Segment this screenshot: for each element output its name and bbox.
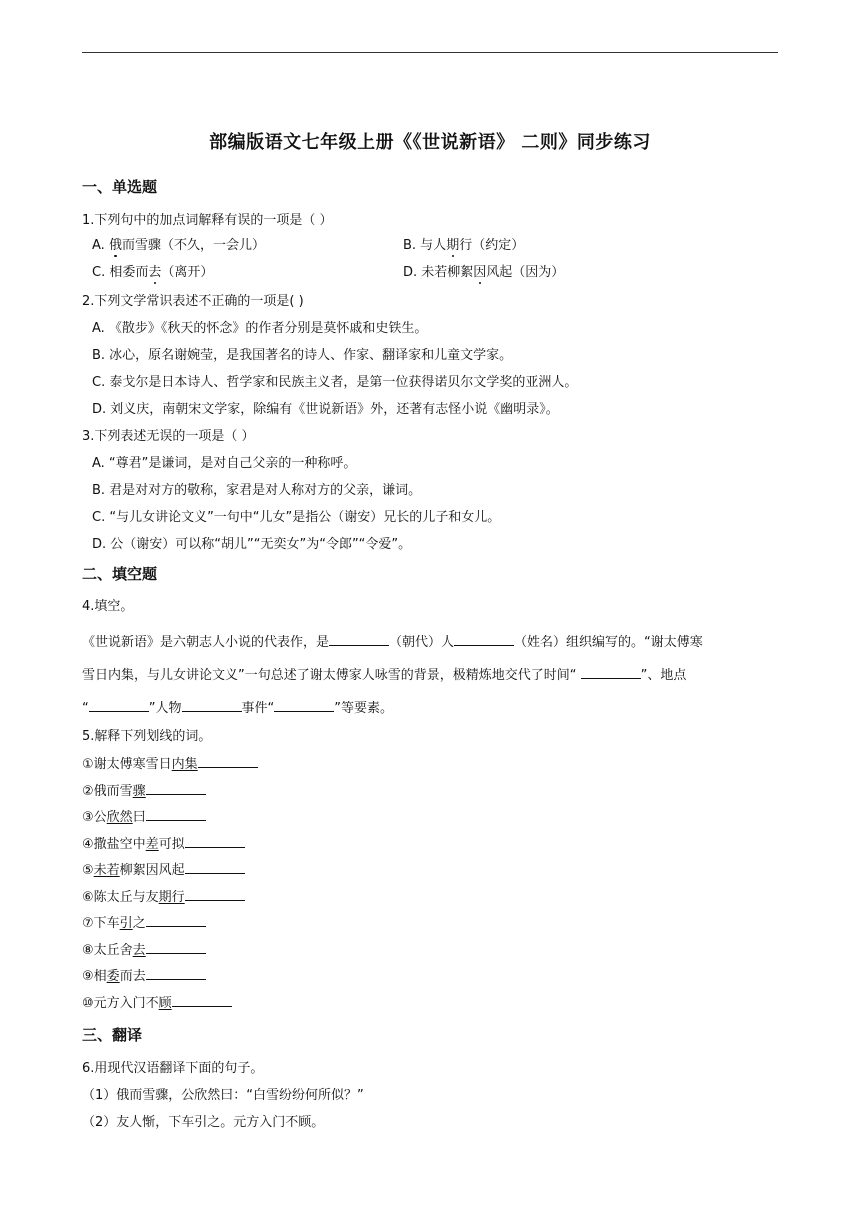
passage-text: （朝代）人 <box>389 635 455 650</box>
question-4-line-2 <box>82 664 686 685</box>
question-2-option-a: A. 《散步》《秋天的怀念》的作者分别是莫怀戚和史铁生。 <box>92 321 428 336</box>
option-text: （离开） <box>161 265 214 280</box>
option-text: 而雪骤（不久，一会儿） <box>121 238 265 253</box>
option-text: A. <box>92 238 109 253</box>
answer-blank[interactable] <box>146 806 206 821</box>
item-text: 俄而雪 <box>93 783 133 799</box>
item-text: 可拟 <box>158 836 185 852</box>
item-text: 陈太丘与友 <box>93 889 159 905</box>
option-text: D. 未若柳絮 <box>403 265 474 280</box>
answer-blank[interactable] <box>146 965 206 980</box>
question-2-stem: 2.下列文学常识表述不正确的一项是( ) <box>82 294 304 309</box>
question-4-line-1 <box>82 631 703 652</box>
item-number: ⑤ <box>82 863 94 878</box>
vocab-item <box>82 780 206 801</box>
answer-blank[interactable] <box>185 859 245 874</box>
vocab-item <box>82 886 245 907</box>
question-1-option-d <box>403 264 564 282</box>
answer-blank[interactable] <box>329 631 389 646</box>
dotted-word: 因 <box>473 265 487 280</box>
answer-blank[interactable] <box>146 780 206 795</box>
question-1-option-c <box>92 264 213 282</box>
question-3-stem: 3.下列表述无误的一项是（ ） <box>82 429 255 444</box>
vocab-item <box>82 859 245 880</box>
option-text: 风起（因为） <box>486 265 565 280</box>
passage-text: ”等要素。 <box>334 701 393 716</box>
item-text: 而去 <box>119 969 146 984</box>
question-3-option-c: C. “与儿女讲论文义”一句中“儿女”是指公（谢安）兄长的儿子和女儿。 <box>92 510 501 525</box>
underlined-word: 期行 <box>158 889 185 905</box>
underlined-word: 顾 <box>158 995 172 1011</box>
passage-text: “ <box>82 701 89 716</box>
vocab-item <box>82 939 206 960</box>
item-text: 之 <box>132 916 146 931</box>
answer-blank[interactable] <box>182 697 242 712</box>
item-number: ① <box>82 757 94 772</box>
item-text: 太丘舍 <box>93 942 133 958</box>
item-text: 元方入门不 <box>93 995 159 1011</box>
item-number: ③ <box>82 810 94 825</box>
option-text: 行（约定） <box>459 238 525 253</box>
answer-blank[interactable] <box>89 697 149 712</box>
underlined-word: 差 <box>145 836 159 852</box>
underlined-word: 骤 <box>132 783 146 799</box>
answer-blank[interactable] <box>454 631 514 646</box>
section-heading-translation: 三、翻译 <box>82 1026 143 1044</box>
page-title: 部编版语文七年级上册《《世说新语》 二则》同步练习 <box>209 132 651 153</box>
passage-text: 《世说新语》是六朝志人小说的代表作，是 <box>82 635 330 650</box>
item-number: ⑧ <box>82 942 94 958</box>
question-6-sentence-2: （2）友人惭，下车引之。元方入门不顾。 <box>82 1115 325 1130</box>
item-number: ⑨ <box>82 969 94 984</box>
item-number: ⑩ <box>82 995 94 1011</box>
passage-text: ”、地点 <box>640 668 687 683</box>
item-text: 柳絮因风起 <box>119 863 185 878</box>
passage-text: 事件“ <box>241 701 275 716</box>
dotted-word: 去 <box>148 265 162 280</box>
vocab-item <box>82 833 245 854</box>
item-number: ⑥ <box>82 889 94 905</box>
answer-blank[interactable] <box>146 912 206 927</box>
item-text: 曰 <box>132 810 146 825</box>
answer-blank[interactable] <box>185 886 245 901</box>
vocab-item <box>82 965 206 986</box>
answer-blank[interactable] <box>172 992 232 1007</box>
dotted-word: 期 <box>446 238 460 253</box>
item-text: 撒盐空中 <box>93 836 146 852</box>
section-heading-fill-blank: 二、填空题 <box>82 565 158 583</box>
item-number: ② <box>82 783 94 799</box>
option-text: C. 相委而 <box>92 265 149 280</box>
vocab-item <box>82 806 206 827</box>
underlined-word: 委 <box>106 969 120 984</box>
answer-blank[interactable] <box>146 939 206 954</box>
question-2-option-d: D. 刘义庆，南朝宋文学家，除编有《世说新语》外，还著有志怪小说《幽明录》。 <box>92 402 559 417</box>
question-2-option-b: B. 冰心，原名谢婉莹，是我国著名的诗人、作家、翻译家和儿童文学家。 <box>92 348 513 363</box>
question-3-option-b: B. 君是对对方的敬称，家君是对人称对方的父亲，谦词。 <box>92 483 422 498</box>
answer-blank[interactable] <box>185 833 245 848</box>
item-text: 相 <box>93 969 107 984</box>
item-text: 下车 <box>93 916 120 931</box>
question-1-stem: 1.下列句中的加点词解释有误的一项是（ ） <box>82 213 333 228</box>
question-4-line-3 <box>82 697 393 718</box>
vocab-item <box>82 992 232 1013</box>
question-5-stem: 5.解释下列划线的词。 <box>82 729 212 744</box>
option-text: B. 与人 <box>403 238 447 253</box>
question-3-option-a: A. “尊君”是谦词，是对自己父亲的一种称呼。 <box>92 456 357 471</box>
question-1-option-a <box>92 237 265 255</box>
passage-text: ”人物 <box>148 701 182 716</box>
vocab-item <box>82 912 206 933</box>
header-rule <box>82 52 778 53</box>
underlined-word: 去 <box>132 942 146 958</box>
underlined-word: 欣然 <box>106 810 133 825</box>
underlined-word: 未若 <box>93 863 120 878</box>
question-6-stem: 6.用现代汉语翻译下面的句子。 <box>82 1061 264 1076</box>
passage-text: 雪日内集，与儿女讲论文义”一句总述了谢太傅家人咏雪的背景，极精炼地交代了时间“ <box>82 668 581 683</box>
passage-text: （姓名）组织编写的。“谢太傅寒 <box>514 635 703 650</box>
question-6-sentence-1: （1）俄而雪骤，公欣然曰：“白雪纷纷何所似？” <box>82 1088 364 1103</box>
item-text: 谢太傅寒雪日 <box>93 757 172 772</box>
item-text: 公 <box>93 810 107 825</box>
item-number: ⑦ <box>82 916 94 931</box>
question-2-option-c: C. 泰戈尔是日本诗人、哲学家和民族主义者，是第一位获得诺贝尔文学奖的亚洲人。 <box>92 375 578 390</box>
underlined-word: 内集 <box>171 757 198 772</box>
question-3-option-d: D. 公（谢安）可以称“胡儿”“无奕女”为“令郎”“令爱”。 <box>92 537 412 552</box>
underlined-word: 引 <box>119 916 133 931</box>
answer-blank[interactable] <box>198 753 258 768</box>
answer-blank[interactable] <box>274 697 334 712</box>
dotted-word: 俄 <box>108 238 122 253</box>
vocab-item <box>82 753 258 774</box>
section-heading-single-choice: 一、单选题 <box>82 178 158 196</box>
question-4-stem: 4.填空。 <box>82 599 134 614</box>
answer-blank[interactable] <box>581 664 641 679</box>
question-1-option-b <box>403 237 524 255</box>
item-number: ④ <box>82 836 94 852</box>
